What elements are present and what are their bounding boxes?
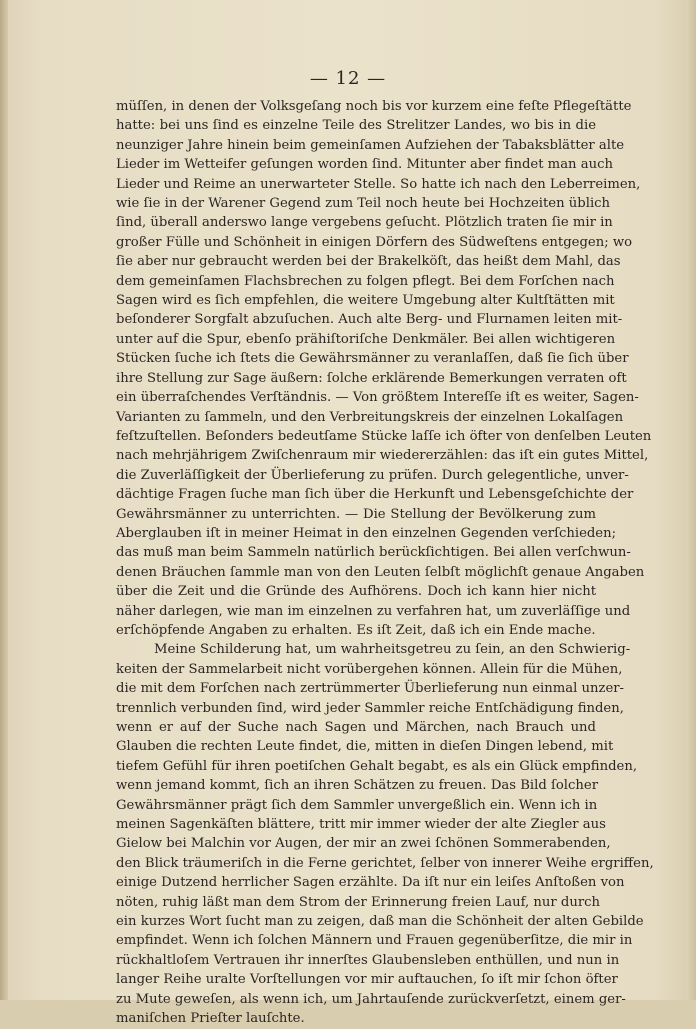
text-line: tiefem Gefühl für ihren poetiſchen Gehalt begabt, es als ein Glück empfinden, (116, 758, 638, 774)
text-line: langer Reihe uralte Vorſtellungen vor mir auftauchen, ſo iſt mir ſchon öfter (116, 972, 618, 988)
text-line: keiten der Sammelarbeit nicht vorübergehen können. Allein für die Mühen, (116, 661, 623, 677)
text-line: trennlich verbunden ſind, wird jeder Sammler reiche Entſchädigung finden, (116, 700, 624, 716)
text-line: beſonderer Sorgfalt abzuſuchen. Auch alte Berg- und Flurnamen leiten mit- (116, 312, 623, 328)
page-right-edge (686, 0, 696, 1000)
text-line: müſſen, in denen der Volksgeſang noch bis vor kurzem eine feſte Pflegeſtätte (116, 99, 632, 114)
text-line: unter auf die Spur, ebenſo prähiſtoriſche Denkmäler. Bei allen wichtigeren (116, 331, 616, 347)
text-line: das muß man beim Sammeln natürlich berückſichtigen. Bei allen verſchwun- (116, 545, 631, 561)
text-line: ſie aber nur gebraucht werden bei der Brakelköſt, das heißt dem Mahl, das (116, 254, 621, 270)
text-line: feſtzuſtellen. Beſonders bedeutſame Stücke laſſe ich öfter von denſelben Leuten (116, 428, 652, 444)
text-line: denen Bräuchen ſammle man von den Leuten ſelbſt möglichſt genaue Angaben (116, 564, 645, 580)
text-line: Gewährsmänner zu unterrichten. — Die Stellung der Bevölkerung zum (116, 506, 596, 522)
text-line: meinen Sagenkäſten blättere, tritt mir immer wieder der alte Ziegler aus (116, 817, 606, 833)
text-line: wenn er auf der Suche nach Sagen und Märchen, nach Brauch und (116, 720, 596, 735)
text-line: näher darlegen, wie man im einzelnen zu verfahren hat, um zuverläſſige und (116, 603, 631, 619)
page-number: — 12 — (309, 68, 387, 89)
text-line: wenn jemand kommt, ſich an ihren Schätzen zu freuen. Das Bild ſolcher (116, 778, 598, 794)
body-text (116, 97, 654, 1029)
text-line: dächtige Fragen ſuche man ſich über die Herkunft und Lebensgeſchichte der (116, 487, 634, 503)
text-line: erſchöpfende Angaben zu erhalten. Es iſt Zeit, daß ich ein Ende mache. (116, 622, 596, 638)
text-line: Lieder und Reime an unerwarteter Stelle. So hatte ich nach den Leberreimen, (116, 176, 641, 192)
text-line: ein überraſchendes Verſtändnis. — Von größtem Intereſſe iſt es weiter, Sagen- (116, 390, 639, 406)
text-line: wie ſie in der Warener Gegend zum Teil noch heute bei Hochzeiten üblich (116, 196, 611, 212)
text-line: Meine Schilderung hat, um wahrheitsgetreu zu ſein, an den Schwierig- (154, 642, 631, 658)
text-line: ein kurzes Wort ſucht man zu zeigen, daß man die Schönheit der alten Gebilde (116, 914, 644, 930)
text-line: zu Mute geweſen, als wenn ich, um Jahrtauſende zurückverſetzt, einem ger- (116, 991, 626, 1007)
text-line: Gewährsmänner prägt ſich dem Sammler unvergeßlich ein. Wenn ich in (116, 797, 598, 813)
text-line: Sagen wird es ſich empfehlen, die weitere Umgebung alter Kultſtätten mit (116, 293, 615, 309)
text-line: über die Zeit und die Gründe des Aufhörens. Doch ich kann hier nicht (116, 584, 596, 600)
text-line: Glauben die rechten Leute findet, die, mitten in dieſen Dingen lebend, mit (116, 739, 614, 755)
text-line: die Zuverläſſigkeit der Überlieferung zu prüfen. Durch gelegentliche, unver- (116, 467, 629, 483)
text-line: empfindet. Wenn ich ſolchen Männern und Frauen gegenüberſitze, die mir in (116, 933, 633, 949)
paragraph (116, 97, 652, 640)
text-line: nach mehrjährigem Zwiſchenraum mir wiedererzählen: das iſt ein gutes Mittel, (116, 448, 649, 464)
text-line: neunziger Jahre hinein beim gemeinſamen Aufziehen der Tabaksblätter alte (116, 137, 625, 153)
text-line: hatte: bei uns ſind es einzelne Teile des Strelitzer Landes, wo bis in die (116, 118, 596, 134)
text-line: ihre Stellung zur Sage äußern: ſolche erklärende Bemerkungen verraten oft (116, 370, 627, 386)
text-line: großer Fülle und Schönheit in einigen Dörfern des Südweſtens entgegen; wo (116, 234, 633, 250)
text-line: Lieder im Wetteifer geſungen worden ſind. Mitunter aber findet man auch (116, 157, 613, 173)
text-line: Gielow bei Malchin vor Augen, der mir an zwei ſchönen Sommerabenden, (116, 836, 611, 852)
text-line: einige Dutzend herrlicher Sagen erzählte. Da iſt nur ein leiſes Anſtoßen von (116, 875, 625, 891)
text-line: den Blick träumeriſch in die Ferne gerichtet, ſelber von innerer Weihe ergriffen, (116, 855, 654, 871)
text-line: Stücken ſuche ich ſtets die Gewährsmänner zu veranlaſſen, daß ſie ſich über (116, 351, 629, 367)
text-line: maniſchen Prieſter lauſchte. (116, 1011, 305, 1027)
text-line: ſind, überall anderswo lange vergebens geſucht. Plötzlich traten ſie mir in (116, 215, 613, 231)
page-left-edge (0, 0, 8, 1000)
text-line: die mit dem Forſchen nach zertrümmerter Überlieferung nun einmal unzer- (116, 681, 625, 697)
text-line: dem gemeinſamen Flachsbrechen zu folgen pflegt. Bei dem Forſchen nach (116, 273, 615, 289)
text-line: nöten, ruhig läßt man dem Strom der Erinnerung freien Lauf, nur durch (116, 894, 601, 910)
text-line: Aberglauben iſt in meiner Heimat in den einzelnen Gegenden verſchieden; (116, 525, 617, 541)
paragraph (116, 640, 654, 1028)
text-line: Varianten zu ſammeln, und den Verbreitungskreis der einzelnen Lokalſagen (116, 409, 624, 425)
text-line: rückhaltloſem Vertrauen ihr innerſtes Glaubensleben enthüllen, und nun in (116, 952, 620, 968)
